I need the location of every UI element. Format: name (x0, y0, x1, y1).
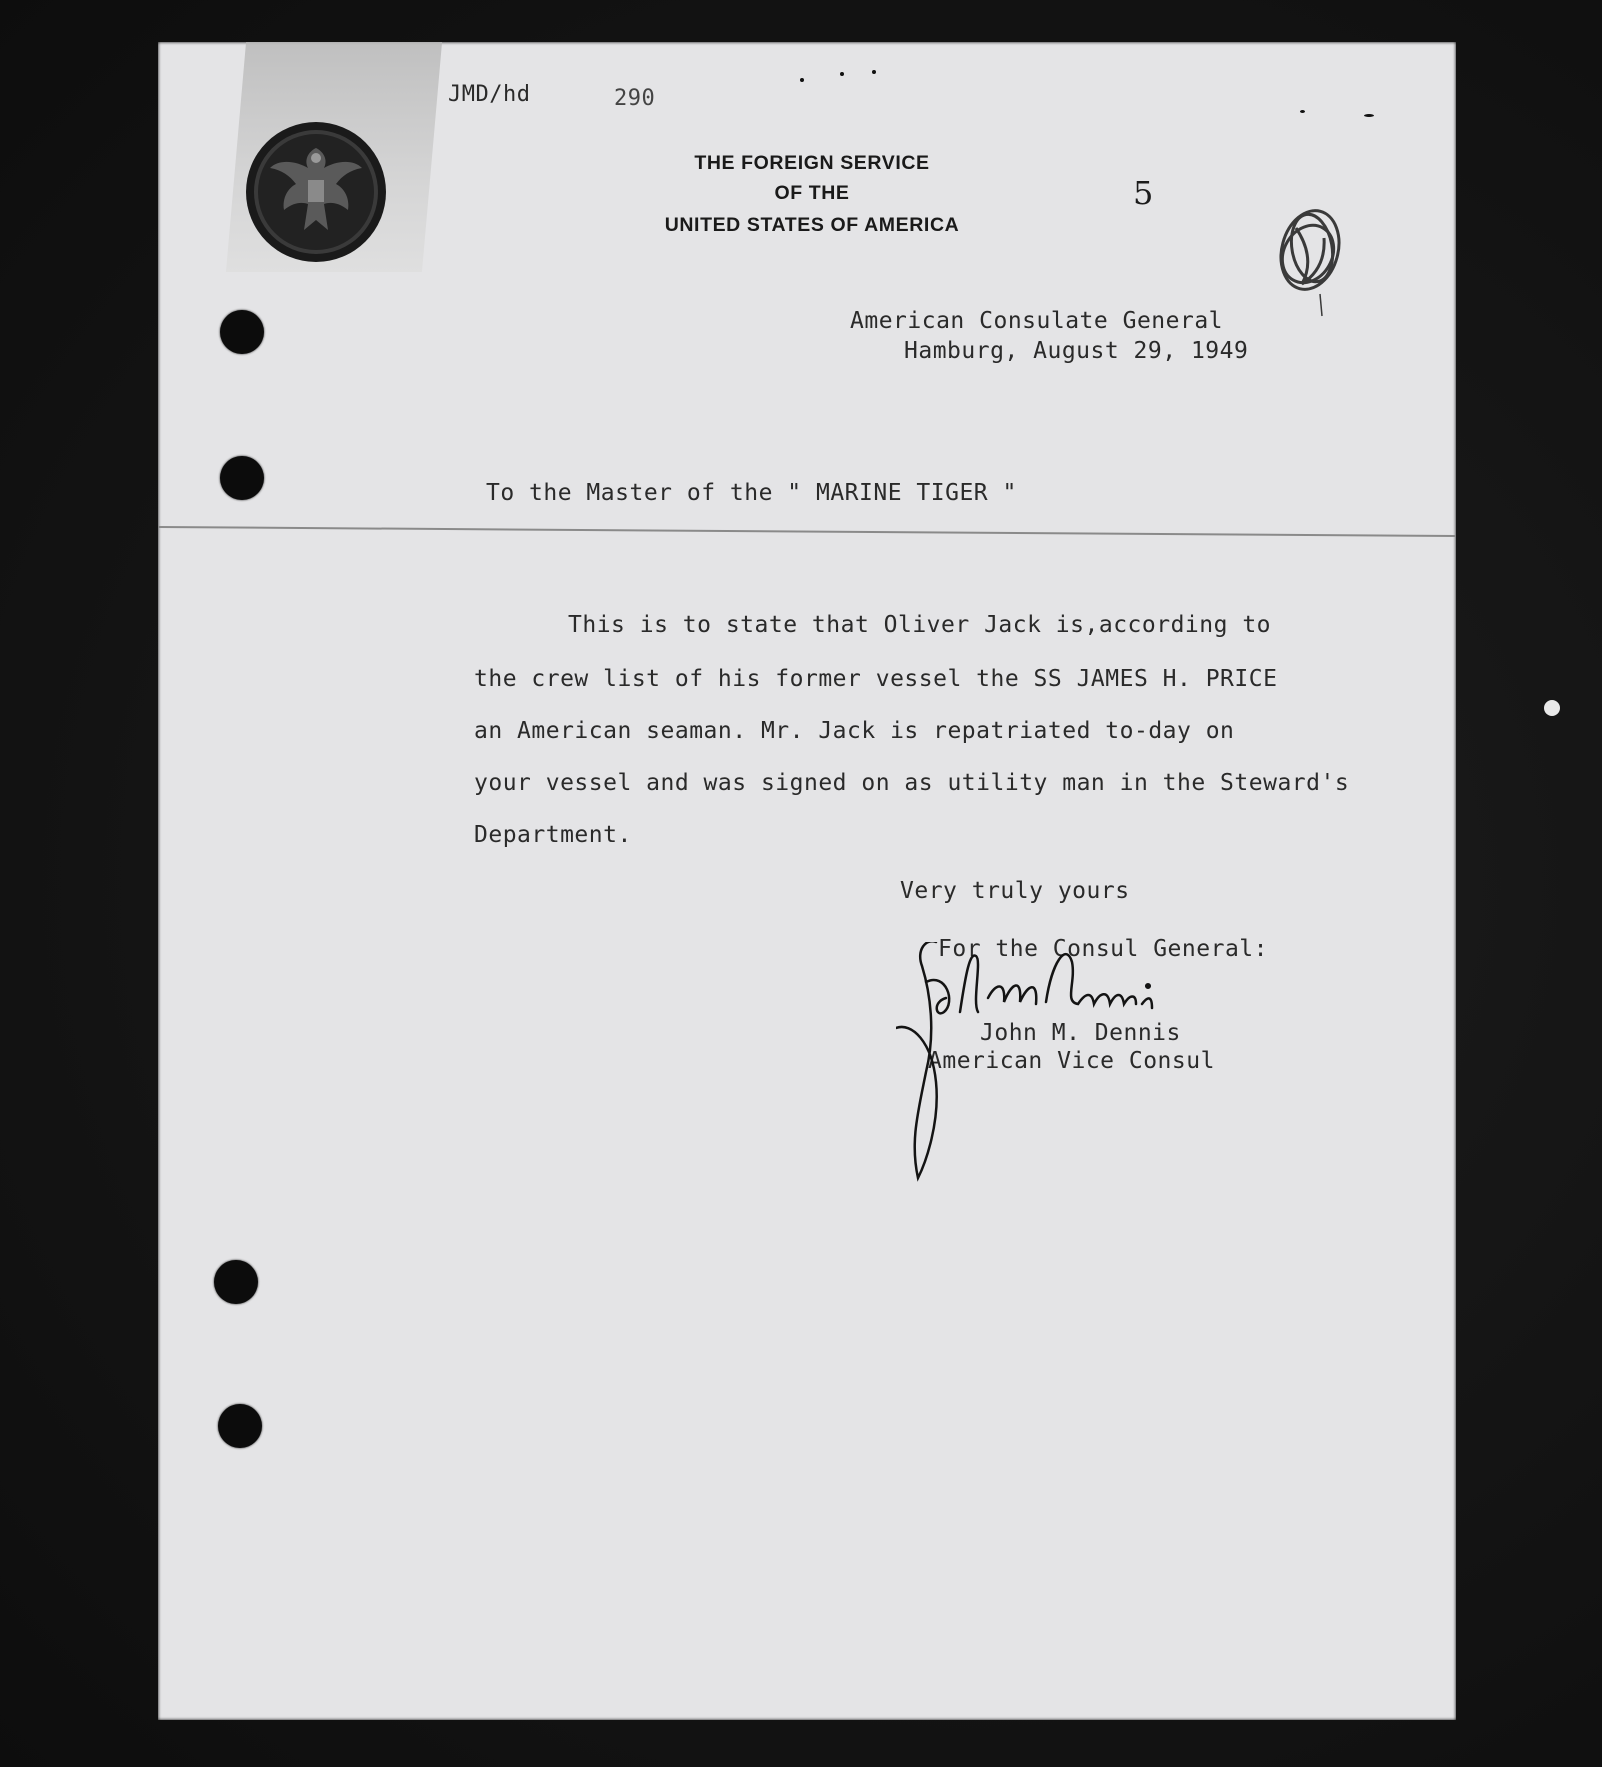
body-line-2: the crew list of his former vessel the SS JAMES H. PRICE (474, 666, 1278, 692)
place-and-date: Hamburg, August 29, 1949 (904, 338, 1249, 364)
signer-name: John M. Dennis (980, 1020, 1181, 1046)
letterhead-line-1: THE FOREIGN SERVICE (694, 152, 930, 174)
complimentary-close: Very truly yours (900, 878, 1130, 904)
letter-page (158, 42, 1456, 1720)
body-line-1: This is to state that Oliver Jack is,according to (568, 612, 1272, 638)
body-line-5: Department. (474, 822, 632, 848)
body-line-3: an American seaman. Mr. Jack is repatriated to-day on (474, 718, 1235, 744)
page-fold-line (158, 526, 1456, 537)
body-line-4: your vessel and was signed on as utility man in the Steward's (474, 770, 1350, 796)
punch-hole-icon (218, 1404, 262, 1448)
scan-edge-speck (1544, 700, 1560, 716)
letterhead-line-2: OF THE (774, 182, 850, 204)
punch-hole-icon (220, 456, 264, 500)
ink-speck (1364, 114, 1374, 117)
ink-speck (800, 78, 804, 82)
on-behalf-line: For the Consul General: (938, 936, 1268, 962)
letterhead-line-3: UNITED STATES OF AMERICA (664, 214, 960, 236)
file-number: 290 (614, 86, 656, 111)
scribble-mark-icon (1266, 198, 1356, 318)
ink-speck (1300, 110, 1305, 113)
consulate-name: American Consulate General (850, 308, 1224, 334)
ink-speck (840, 72, 844, 76)
eagle-seal-icon (242, 118, 390, 266)
page-number: 5 (1133, 174, 1154, 212)
signature-icon (896, 942, 1366, 1182)
punch-hole-icon (214, 1260, 258, 1304)
signer-title: American Vice Consul (928, 1048, 1215, 1074)
ink-speck (872, 70, 876, 74)
addressee-line: To the Master of the " MARINE TIGER " (486, 480, 1017, 506)
reference-initials: JMD/hd (448, 82, 531, 107)
punch-hole-icon (220, 310, 264, 354)
